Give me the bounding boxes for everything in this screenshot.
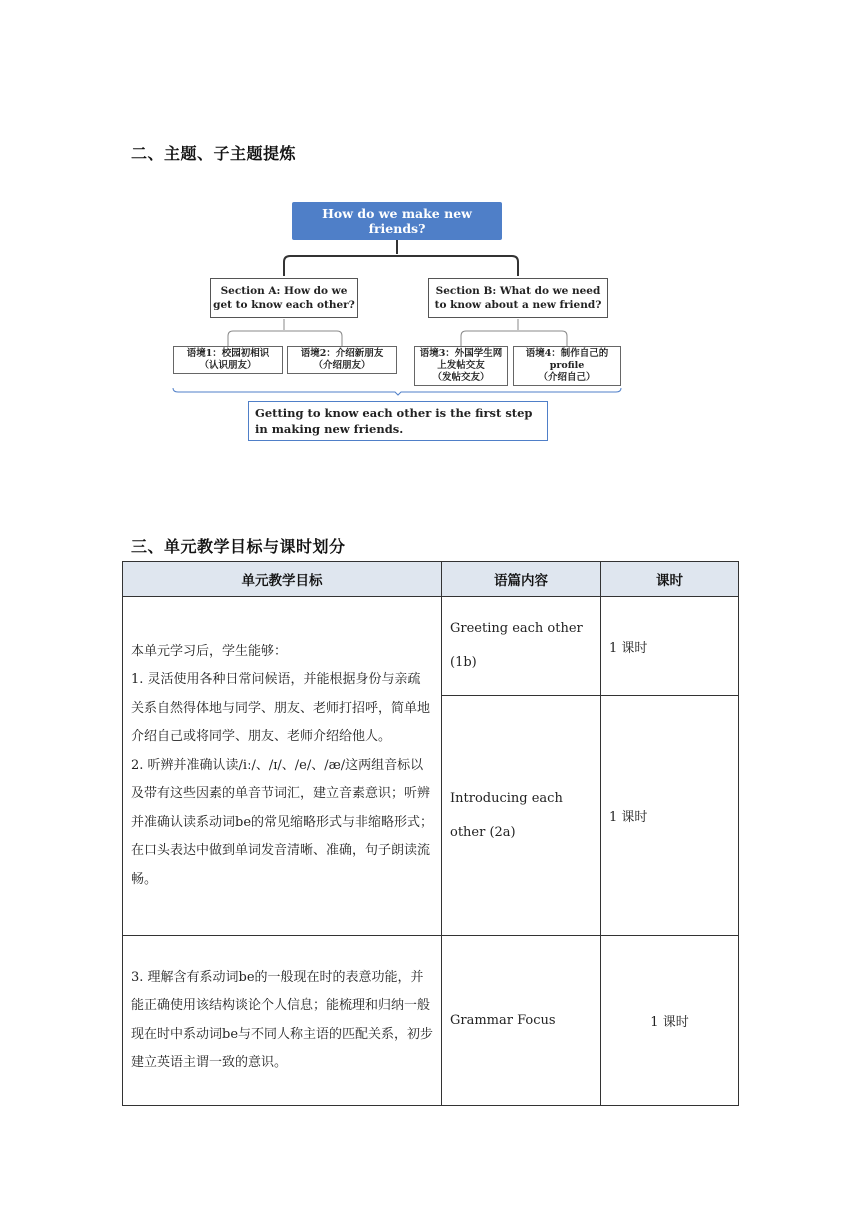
context-1-title: 语境1：校园初相识 [186, 348, 270, 359]
context-3-box [414, 346, 508, 386]
goal-intro: 本单元学习后，学生能够： [131, 643, 288, 659]
section-heading-topics: 二、主题、子主题提炼 [131, 144, 297, 163]
table-header-row [123, 562, 739, 597]
section-heading-goals: 三、单元教学目标与课时划分 [131, 537, 346, 556]
table-row [123, 597, 739, 696]
section-b-box: Section B: What do we need to know about a new friend? [428, 278, 608, 318]
context-4-box [513, 346, 621, 386]
context-3-note: （发帖交友） [432, 372, 490, 383]
context-2-title: 语境2：介绍新朋友 [300, 348, 384, 359]
goal-item-1: 1. 灵活使用各种日常问候语，并能根据身份与亲疏关系自然得体地与同学、朋友、老师打招呼，简单地介绍自己或将同学、朋友、老师介绍给他人。 [131, 672, 431, 745]
summary-box: Getting to know each other is the first step in making new friends. [248, 401, 548, 441]
goals-table [122, 561, 739, 1106]
context-1-box [173, 346, 283, 374]
context-1-note: （认识朋友） [199, 360, 257, 371]
hours-cell: 1 课时 [601, 696, 739, 936]
diagram-root-box: How do we make new friends? [292, 202, 502, 240]
goal-item-2: 2. 听辨并准确认读/iː/、/ɪ/、/e/、/æ/这两组音标以及带有这些因素的单音节词汇，建立音素意识；听辨并准确认读系动词be的常见缩略形式与非缩略形式；在口头表达中做到单词发音清晰、准确，句子朗读流畅。 [131, 757, 434, 887]
goal-cell-2 [123, 936, 442, 1106]
topic-diagram [0, 0, 860, 460]
context-4-title: 语境4：制作自己的profile [525, 348, 609, 371]
context-3-title: 语境3：外国学生网上发帖交友 [419, 348, 503, 371]
content-cell: Introducing each other (2a) [442, 696, 601, 936]
hours-cell: 1 课时 [601, 597, 739, 696]
content-cell: Greeting each other (1b) [442, 597, 601, 696]
content-cell: Grammar Focus [442, 936, 601, 1106]
goal-cell-1 [123, 597, 442, 936]
header-hours: 课时 [601, 562, 739, 597]
context-2-note: （介绍朋友） [313, 360, 371, 371]
section-a-box: Section A: How do we get to know each other? [210, 278, 358, 318]
header-goals: 单元教学目标 [123, 562, 442, 597]
hours-cell: 1 课时 [601, 936, 739, 1106]
context-2-box [287, 346, 397, 374]
context-4-note: （介绍自己） [538, 372, 596, 383]
header-content: 语篇内容 [442, 562, 601, 597]
goal-item-3: 3. 理解含有系动词be的一般现在时的表意功能，并能正确使用该结构谈论个人信息；能梳理和归纳一般现在时中系动词be与不同人称主语的匹配关系，初步建立英语主谓一致的意识。 [131, 969, 434, 1070]
table-row [123, 936, 739, 1106]
